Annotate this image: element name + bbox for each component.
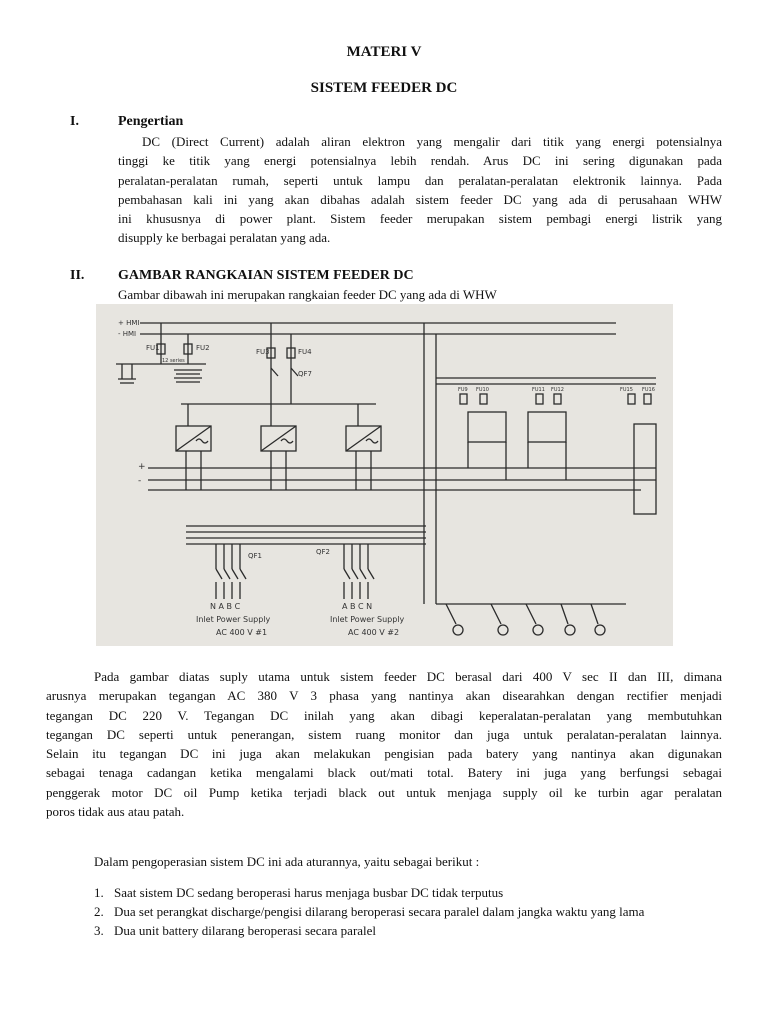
fuse-fu11 [536,394,543,404]
phases1-label: N A B C [210,602,241,611]
paragraph-line: arusnya merupakan tegangan AC 380 V 3 phasa yang nantinya akan disearahkan dengan rectifier menjadi [46,688,722,704]
list-item [94,921,722,940]
feeder-circuit-diagram [96,304,673,646]
body-paragraph [46,667,722,821]
phases2-label: A B C N [342,602,373,611]
inlet2-voltage-label: AC 400 V #2 [348,628,400,637]
paragraph-line: poros tidak aus atau patah. [46,804,185,820]
feeder-load-1 [468,412,506,442]
rectifier-3 [346,426,381,451]
motor-icon [498,625,508,635]
fu1-label: FU1 [146,344,160,352]
fu3-label: FU3 [256,348,270,356]
motor-icon [533,625,543,635]
fuse-fu9 [460,394,467,404]
qf7-label: QF7 [298,370,312,378]
list-text: Dua set perangkat discharge/pengisi dilarang beroperasi secara paralel dalam jangka waktu yang lama [114,904,645,919]
fu2-label: FU2 [196,344,210,352]
paragraph-line: pembahasan kali ini yang akan dibahas adalah sistem feeder DC yang ada di perusahaan WHW [118,191,722,207]
list-item [94,902,722,921]
rectifier-2 [261,426,296,451]
fuse-fu16 [644,394,651,404]
page-subtitle: SISTEM FEEDER DC [310,80,458,96]
paragraph-line: tinggi ke titik yang energi potensialnya lebih rendah. Arus DC ini sering digunakan pada [118,153,722,169]
fu11-label: FU11 [532,387,545,393]
inlet2-label: Inlet Power Supply [330,615,405,624]
section1-heading: Pengertian [118,114,184,129]
fu16-label: FU16 [642,387,655,393]
battery-bank-icon [174,370,202,382]
paragraph-line: peralatan-peralatan rumah, seperti untuk lampu dan peralatan-peralatan elektronik lainnya. Pada [118,172,722,188]
paragraph-line: Pada gambar diatas suply utama untuk sistem feeder DC berasal dari 400 V sec II dan III, dimana [94,669,722,684]
list-text: Saat sistem DC sedang beroperasi harus menjaga busbar DC tidak terputus [114,885,504,900]
section1-number: I. [70,114,79,129]
list-number: 2. [94,904,104,919]
paragraph-line: tegangan DC 220 V. Tegangan DC inilah yang akan dibagi keperalatan-peralatan yang membutuhkan [46,707,722,723]
bus-pos-label: + HMI [118,319,140,327]
section2-number: II. [70,268,85,283]
fu12-label: FU12 [551,387,564,393]
paragraph-line: sebagai tenaga cadangan ketika mengalami black out/mati total. Batery ini juga yang berfungsi sebagai [46,765,722,781]
list-text: Dua unit battery dilarang beroperasi secara paralel [114,923,377,938]
qf1-label: QF1 [248,552,262,560]
motor-icon [565,625,575,635]
motor-icon [595,625,605,635]
rules-intro: Dalam pengoperasian sistem DC ini ada aturannya, yaitu sebagai berikut : [94,854,480,869]
fu10-label: FU10 [476,387,489,393]
paragraph-line: penggerak motor DC oil Pump ketika terjadi black out untuk menjaga supply oil ke turbin agar peralatan [46,784,722,800]
section1-paragraph [118,132,722,248]
fuse-fu12 [554,394,561,404]
list-number: 1. [94,885,104,900]
qf2-label: QF2 [316,548,330,556]
bus-neg-label: - HMI [118,330,137,338]
fuse-fu15 [628,394,635,404]
fuse-fu10 [480,394,487,404]
page-title: MATERI V [346,44,422,60]
feeder-panel [634,424,656,514]
paragraph-line: disupply ke berbagai peralatan yang ada. [118,230,331,246]
inlet1-voltage-label: AC 400 V #1 [216,628,268,637]
figure-caption: Gambar dibawah ini merupakan rangkaian feeder DC yang ada di WHW [118,287,497,302]
rules-list [94,883,722,940]
inlet1-label: Inlet Power Supply [196,615,271,624]
feeder-load-2 [528,412,566,442]
list-number: 3. [94,923,104,938]
paragraph-line: tegangan DC seperti untuk penerangan, sistem ruang monitor dan juga untuk peralatan-peralatan lainnya. [46,726,722,742]
paragraph-line: Selain itu tegangan DC ini juga akan melakukan pengisian pada batery yang nantinya akan digunakan [46,746,722,762]
paragraph-line: DC (Direct Current) adalah aliran elektron yang mengalir dari titik yang energi potensialnya [142,134,722,149]
dc-plus-label: + [138,462,146,472]
motor-icon [453,625,463,635]
paragraph-line: ini khususnya di power plant. Sistem feeder merupakan sistem pembagi energi listrik yang [118,211,722,227]
fu15-label: FU15 [620,387,633,393]
list-item [94,883,722,902]
section2-heading: GAMBAR RANGKAIAN SISTEM FEEDER DC [118,268,414,283]
battery-label: 12 series [162,358,185,364]
fu9-label: FU9 [458,387,468,393]
rectifier-1 [176,426,211,451]
dc-minus-label: - [138,476,142,486]
fu4-label: FU4 [298,348,312,356]
